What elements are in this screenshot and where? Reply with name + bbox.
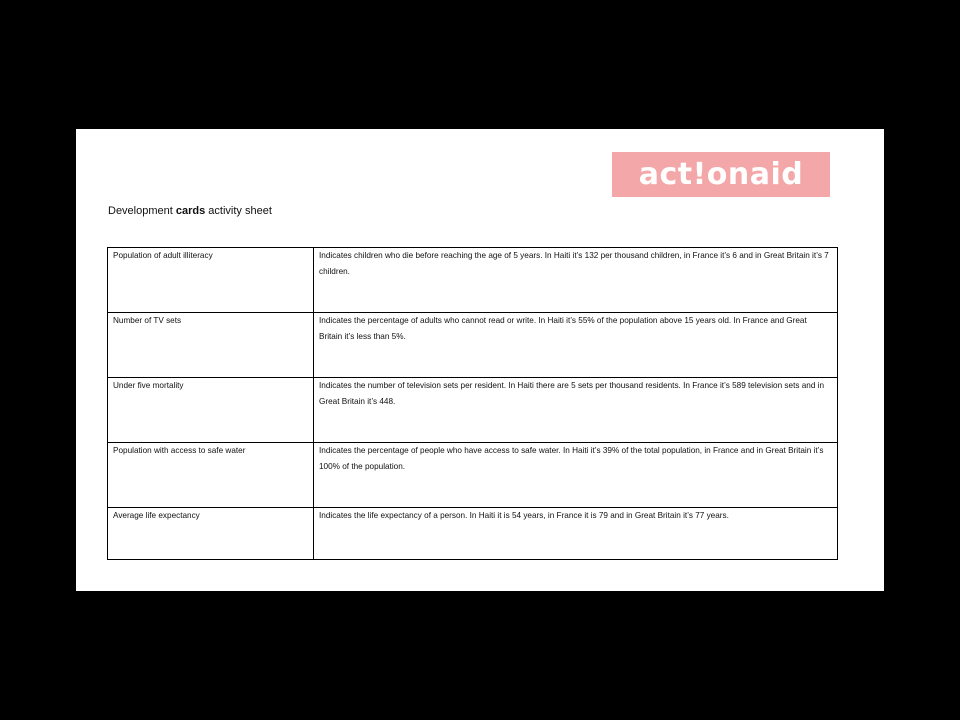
table-row: [108, 443, 838, 508]
row-description: Indicates the percentage of people who have access to safe water. In Haiti it’s 39% of the total population, in France and in Great Britain it’s 100% of the population.: [314, 443, 838, 508]
row-label: Population of adult illiteracy: [108, 248, 314, 313]
actionaid-logo: [612, 152, 830, 197]
logo-text: act!onaid: [638, 156, 804, 192]
row-description: Indicates the number of television sets per resident. In Haiti there are 5 sets per thousand residents. In France it’s 589 television sets and in Great Britain it’s 448.: [314, 378, 838, 443]
development-cards-table: [107, 247, 838, 560]
table-row: [108, 313, 838, 378]
sheet-title-bold: cards: [175, 205, 206, 217]
sheet-title-prefix: Development: [108, 205, 176, 217]
document-page: [76, 129, 884, 591]
row-label: Population with access to safe water: [108, 443, 314, 508]
sheet-title-suffix: activity sheet: [205, 205, 272, 217]
table-row: [108, 248, 838, 313]
row-description: Indicates the life expectancy of a person. In Haiti it is 54 years, in France it is 79 and in Great Britain it’s 77 years.: [314, 508, 838, 560]
table-row: [108, 378, 838, 443]
row-label: Number of TV sets: [108, 313, 314, 378]
sheet-title: [108, 205, 272, 217]
row-description: Indicates the percentage of adults who cannot read or write. In Haiti it’s 55% of the population above 15 years old. In France and Great Britain it’s less than 5%.: [314, 313, 838, 378]
row-label: Average life expectancy: [108, 508, 314, 560]
row-label: Under five mortality: [108, 378, 314, 443]
table-row: [108, 508, 838, 560]
row-description: Indicates children who die before reaching the age of 5 years. In Haiti it’s 132 per thousand children, in France it’s 6 and in Great Britain it’s 7 children.: [314, 248, 838, 313]
